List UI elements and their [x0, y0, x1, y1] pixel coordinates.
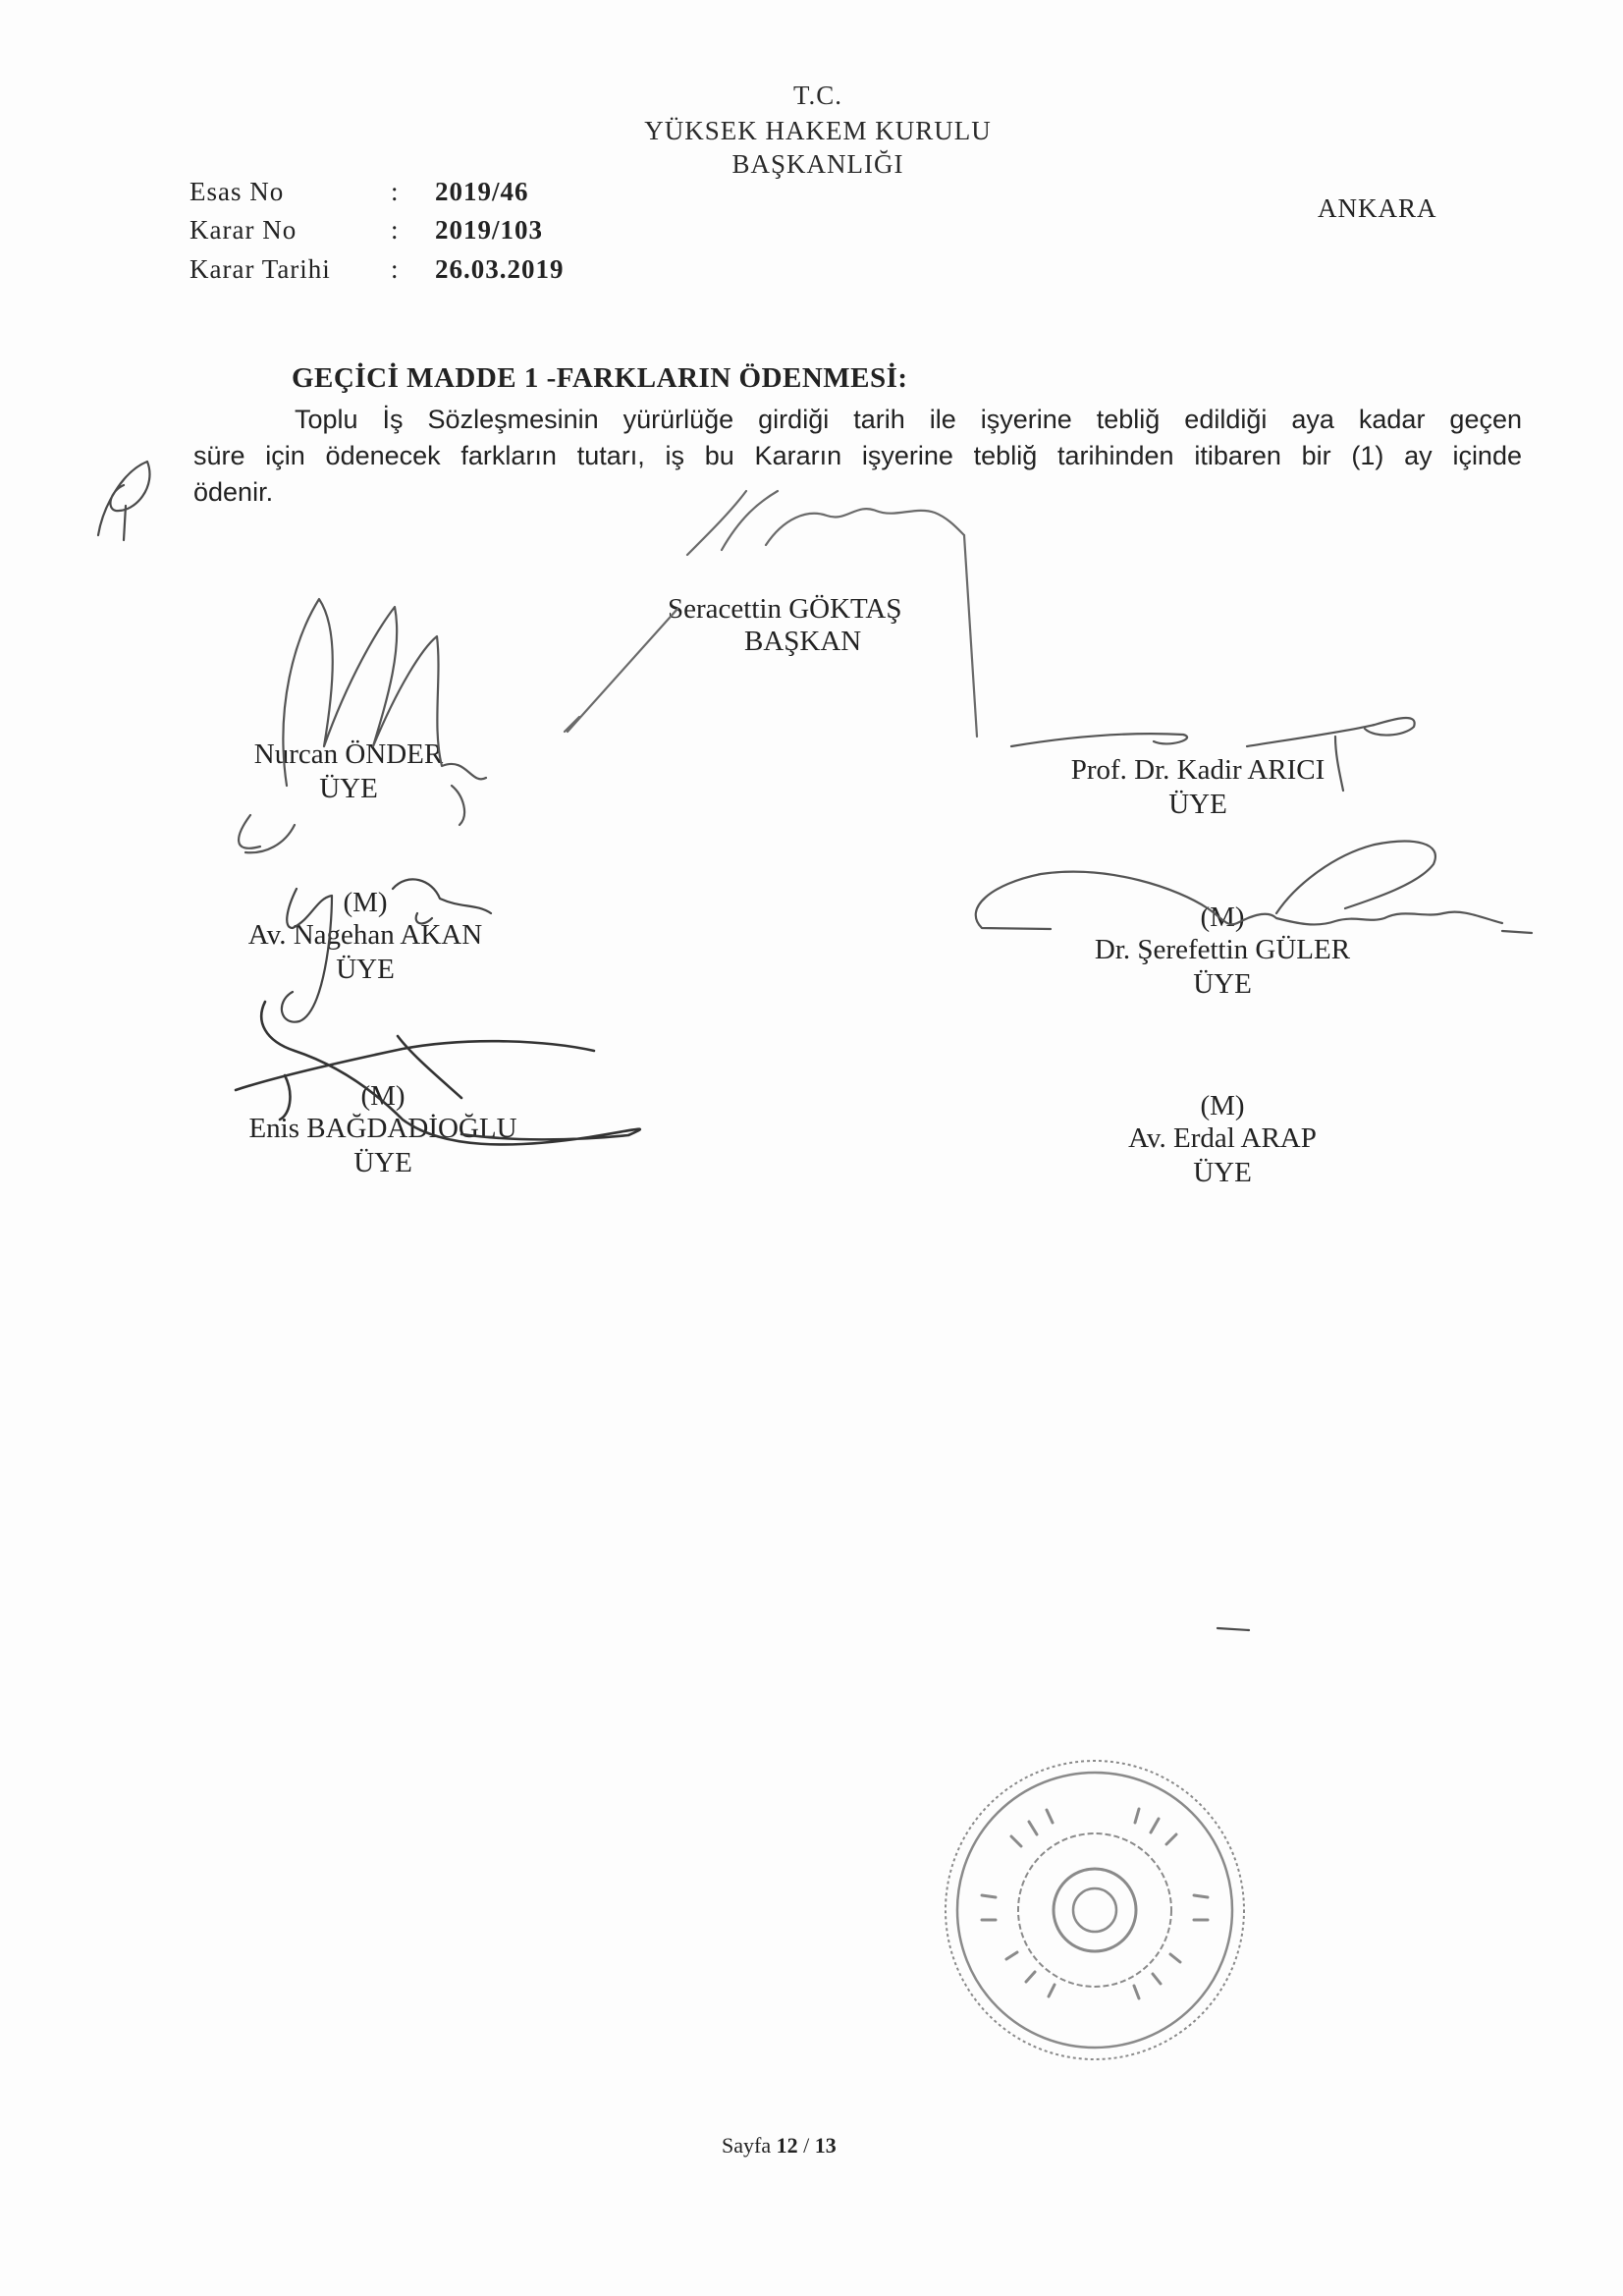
page-prefix: Sayfa [722, 2133, 772, 2158]
margin-paraph-icon [98, 462, 149, 540]
guler-role: ÜYE [1193, 968, 1252, 1000]
arap-mark: (M) [1200, 1090, 1245, 1121]
president-name: Seracettin GÖKTAŞ [668, 593, 902, 625]
akan-name: Av. Nagehan AKAN [247, 919, 483, 951]
president-role: BAŞKAN [744, 626, 862, 657]
case-info-esas [189, 177, 631, 212]
header-tc: T.C. [793, 81, 842, 110]
article-line-1: Toplu İş Sözleşmesinin yürürlüğe girdiği tarih ile işyerine tebliğ edildiği aya kadar geçen [295, 405, 1522, 434]
bagdadioglu-block [221, 1080, 545, 1179]
onder-name: Nurcan ÖNDER [253, 738, 444, 770]
bagdadioglu-mark: (M) [360, 1080, 406, 1112]
guler-mark: (M) [1200, 902, 1245, 933]
esas-value: 2019/46 [435, 177, 529, 206]
akan-mark: (M) [343, 887, 388, 918]
arici-name: Prof. Dr. Kadir ARICI [1070, 754, 1325, 786]
official-seal-icon [946, 1761, 1244, 2059]
onder-block [226, 738, 471, 805]
guler-block [1055, 902, 1389, 1001]
arici-block [1031, 754, 1365, 821]
header-city: ANKARA [1318, 193, 1437, 223]
case-info-karar [189, 215, 631, 250]
bagdadioglu-role: ÜYE [353, 1147, 412, 1178]
onder-signature-icon [239, 599, 486, 848]
date-value: 26.03.2019 [435, 254, 565, 284]
stray-mark-icon [1217, 1628, 1249, 1630]
page-number [722, 2133, 837, 2159]
date-colon: : [391, 254, 399, 284]
case-info-date [189, 254, 631, 290]
president-signature-icon [687, 491, 964, 555]
karar-colon: : [391, 215, 399, 245]
article-line-3: ödenir. [193, 477, 274, 507]
arici-role: ÜYE [1168, 789, 1227, 820]
page-divider: / [803, 2133, 810, 2158]
guler-name: Dr. Şerefettin GÜLER [1094, 934, 1351, 965]
karar-label: Karar No [189, 215, 298, 245]
esas-colon: : [391, 177, 399, 206]
header-department: BAŞKANLIĞI [731, 149, 904, 179]
karar-value: 2019/103 [435, 215, 544, 245]
page-current: 12 [776, 2133, 798, 2158]
header-institution: YÜKSEK HAKEM KURULU [644, 116, 992, 145]
arap-role: ÜYE [1193, 1157, 1252, 1188]
page-total: 13 [814, 2133, 837, 2158]
akan-block [218, 887, 513, 986]
arap-name: Av. Erdal ARAP [1128, 1122, 1317, 1154]
bagdadioglu-name: Enis BAĞDADİOĞLU [248, 1113, 517, 1144]
onder-role: ÜYE [319, 773, 378, 804]
article-heading: GEÇİCİ MADDE 1 -FARKLARIN ÖDENMESİ: [292, 362, 908, 394]
article-line-2: süre için ödenecek farkların tutarı, iş bu Kararın işyerine tebliğ tarihinden itibaren bir (1) ay içinde [193, 441, 1522, 470]
date-label: Karar Tarihi [189, 254, 331, 284]
esas-label: Esas No [189, 177, 285, 206]
president-block [668, 593, 952, 658]
akan-role: ÜYE [336, 954, 395, 985]
arap-block [1085, 1090, 1360, 1189]
